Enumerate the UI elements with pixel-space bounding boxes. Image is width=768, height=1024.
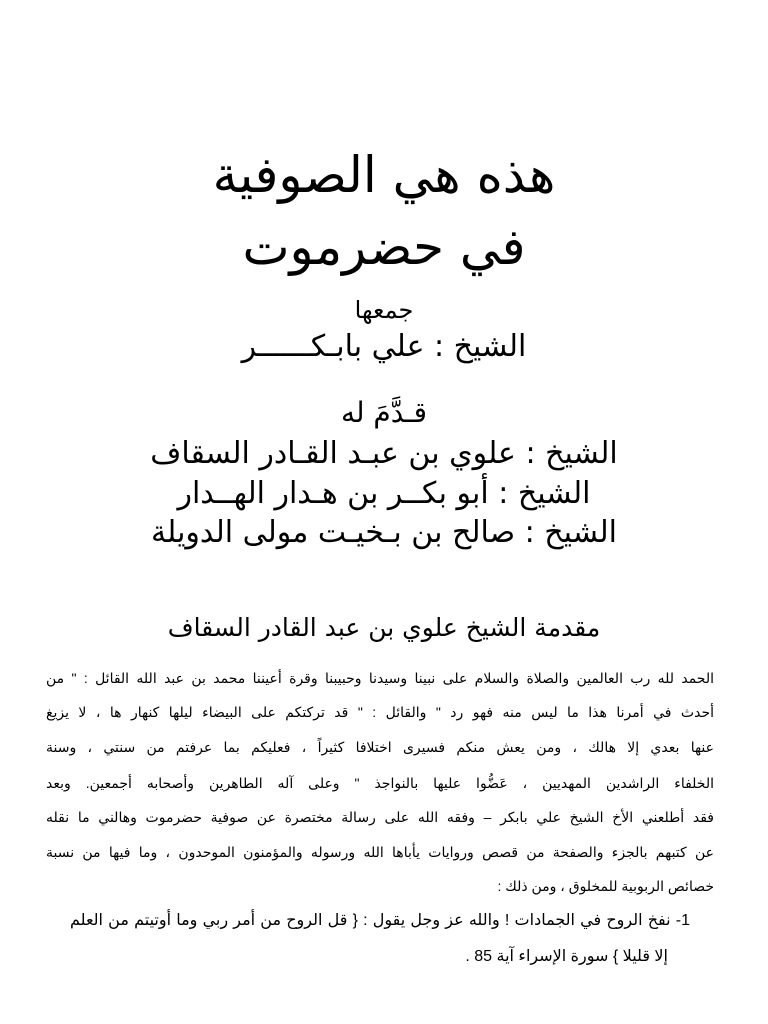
introduction-paragraph-line-7: خصائص الربوبية للمخلوق ، ومن ذلك : bbox=[497, 878, 714, 894]
foreword-sheikh-2: الشيخ : أبو بكــر بن هـدار الهــدار bbox=[177, 476, 591, 511]
foreword-sheikh-1: الشيخ : علوي بن عبـد القـادر السقاف bbox=[150, 436, 618, 471]
list-item-line-2: إلا قليلا } سورة الإسراء آية 85 . bbox=[465, 948, 668, 965]
document-title-line-2: في حضرموت bbox=[242, 218, 526, 276]
foreword-label: قـدَّمَ له bbox=[340, 396, 428, 429]
introduction-paragraph-line-1: الحمد لله رب العالمين والصلاة والسلام على نبينا وسيدنا وحبيبنا وقرة أعيننا محمد بن عبد الله القائل : " من bbox=[46, 670, 714, 686]
list-item-line-1: 1- نفخ الروح في الجمادات ! والله عز وجل يقول : { قل الروح من أمر ربي وما أوتيتم من العلم bbox=[70, 912, 690, 929]
introduction-paragraph-line-2: أحدث في أمرنا هذا ما ليس منه فهو رد " والقائل : " قد تركتكم على البيضاء ليلها كنهار ها ، لا يزيغ bbox=[46, 704, 714, 720]
introduction-paragraph-line-5: فقد أطلعني الأخ الشيخ علي بابكر – وفقه الله على رسالة مختصرة عن صوفية حضرموت وهالني ما نقله bbox=[46, 809, 714, 825]
introduction-heading: مقدمة الشيخ علوي بن عبد القادر السقاف bbox=[167, 613, 601, 642]
document-title-line-1: هذه هي الصوفية bbox=[212, 146, 556, 204]
compiled-by-label: جمعها bbox=[354, 296, 414, 324]
foreword-sheikh-3: الشيخ : صالح بن بـخيـت مولى الدويلة bbox=[151, 515, 617, 550]
introduction-paragraph-line-3: عنها بعدي إلا هالك ، ومن يعش منكم فسيرى اختلافا كثيراً ، فعليكم بما عرفتم من سنتي ، وسنة bbox=[46, 739, 714, 755]
compiler-name: الشيخ : علي بابـكــــــر bbox=[241, 329, 527, 364]
introduction-paragraph-line-4: الخلفاء الراشدين المهديين ، عَضُّوا عليها بالنواجذ " وعلى آله الطاهرين وأصحابه أجمعين. وبعد bbox=[46, 775, 714, 791]
introduction-paragraph-line-6: عن كتبهم بالجزء والصفحة من قصص وروايات يأباها الله ورسوله والمؤمنون الموحدون ، وما فيها من نسبة bbox=[46, 844, 714, 860]
